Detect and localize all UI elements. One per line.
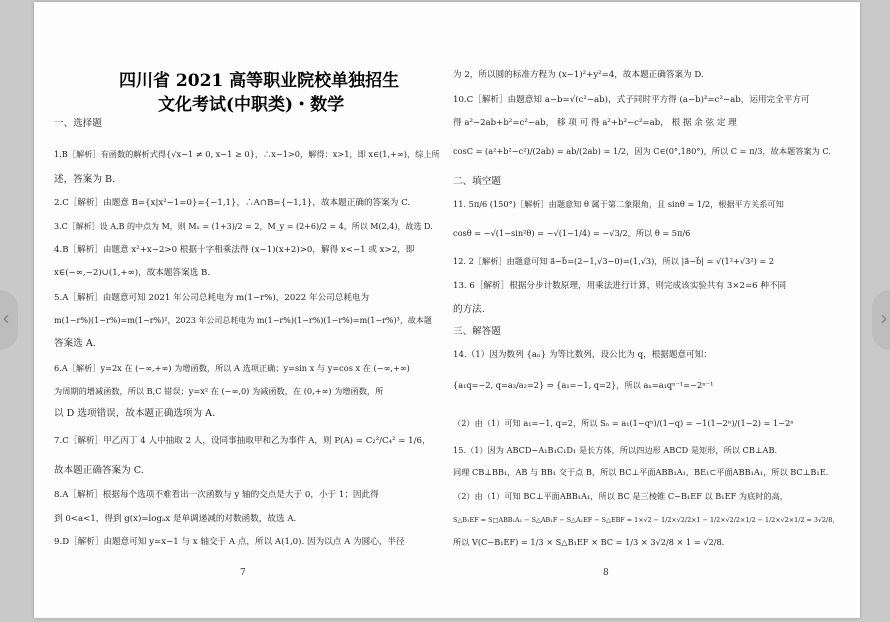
next-page-label[interactable]: › [880,306,888,330]
section-heading-choice: 一、选择题 [54,118,102,129]
answer-q15-line3: （2）由（1）可知 BC⊥平面ABB₁A₁，所以 BC 是三棱锥 C−B₁EF 以 B₁EF 为底时的高， [453,491,788,501]
answer-q8-line1: 8.A［解析］根据每个选项不难看出一次函数与 y 轴的交点是大于 0，小于 1；因此得 [54,490,379,500]
answer-q15-line1: 15.（1）因为 ABCD−A₁B₁C₁D₁ 是长方体，所以四边形 ABCD 是矩形，所以 CB⊥AB. [453,445,778,455]
answer-q1-line1: 1.B［解析］有函数的解析式得{√x−1 ≠ 0, x−1 ≥ 0}，∴x−1>0，解得：x>1，即 x∈(1,+∞)，综上所 [54,149,440,159]
prev-page-label[interactable]: ‹ [2,306,10,330]
answer-q9-line2: 为 2，所以圆的标准方程为 (x−1)²+y²=4，故本题正确答案为 D. [453,70,704,80]
answer-q5-line3: 答案选 A. [54,338,96,349]
answer-q15-line5: 所以 V(C−B₁EF) = 1/3 × S△B₁EF × BC = 1/3 × 3√2/8 × 1 = √2/8. [453,537,725,547]
answer-q5-line1: 5.A［解析］由题意可知 2021 年公司总耗电为 m(1−r%)，2022 年公司总耗电为 [54,293,370,303]
page-title-line2: 文化考试(中职类)・数学 [158,95,345,115]
answer-q14-part2: （2）由（1）可知 a₁=−1, q=2，所以 Sₙ = a₁(1−qⁿ)/(1−q) = −1(1−2ⁿ)/(1−2) = 1−2ⁿ [453,418,794,428]
page-number-right: 8 [603,568,609,578]
answer-q4-line1: 4.B［解析］由题意 x²+x−2>0 根据十字相乘法得 (x−1)(x+2)>0，解得 x<−1 或 x>2，即 [54,245,415,255]
answer-q8-line2: 到 0<a<1，得到 g(x)=logₐx 是单调递减的对数函数，故选 A. [54,514,297,524]
answer-q3: 3.C［解析］设 A,B 的中点为 M，则 Mₓ = (1+3)/2 = 2，M_y = (2+6)/2 = 4，所以 M(2,4)，故选 D. [54,222,433,231]
answer-q15-line4: S△B₁EF = S□ABB₁A₁ − S△AB₁F − S△A₁EF − S△EBF = 1×√2 − 1/2×√2/2×1 − 1/2×√2/2×1/2 − 1/2×√2×1/2 = 3√2/8， [453,516,839,524]
answer-q13-line1: 13. 6［解析］根据分步计数原理，用乘法进行计算，则完成该实验共有 3×2=6 种不同 [453,281,787,291]
answer-q6-line3: 以 D 选项错误，故本题正确选项为 A. [54,408,216,419]
document-spread [34,2,860,618]
answer-q10-line3: cosC = (a²+b²−c²)/(2ab) = ab/(2ab) = 1/2，因为 C∈(0°,180°)，所以 C = π/3，故本题答案为 C. [453,146,831,156]
answer-q10-line2: 得 a²−2ab+b²=c²−ab， 移 项 可 得 a²+b²−c²=ab， 根 据 余 弦 定 理 [453,118,737,128]
section-heading-solution: 三、解答题 [453,326,501,337]
answer-q4-line2: x∈(−∞,−2)∪(1,+∞)，故本题答案选 B. [54,268,211,278]
answer-q11-line2: cosθ = −√(1−sin²θ) = −√(1−1/4) = −√3/2，所以 θ = 5π/6 [453,228,691,238]
answer-q5-line2: m(1−r%)(1−r%)=m(1−r%)²，2023 年公司总耗电为 m(1−r%)(1−r%)(1−r%)=m(1−r%)³，故本题 [54,316,432,325]
section-heading-fill: 二、填空题 [453,176,501,187]
answer-q14-system: {a₁q=−2, q=a₃/a₂=2} ⇒ {a₁=−1, q=2}，所以 aₙ=a₁qⁿ⁻¹=−2ⁿ⁻¹ [453,380,714,390]
answer-q14-line1: 14.（1）因为数列 {aₙ} 为等比数列，设公比为 q，根据题意可知： [453,350,712,360]
answer-q10-line1: 10.C［解析］由题意知 a−b=√(c²−ab)，式子同时平方得 (a−b)²=c²−ab，运用完全平方可 [453,95,810,105]
answer-q6-line1: 6.A［解析］y=2x 在 (−∞,+∞) 为增函数，所以 A 选项正确；y=sin x 与 y=cos x 在 (−∞,+∞) [54,363,410,373]
answer-q6-line2: 为周期的增减函数，所以 B,C 错误；y=x² 在 (−∞,0) 为减函数，在 (0,+∞) 为增函数，所 [54,386,384,396]
page-number-left: 7 [240,568,246,578]
answer-q15-line2: 同理 CB⊥BB₁，AB 与 BB₁ 交于点 B，所以 BC⊥平面ABB₁A₁，BE₁⊂平面ABB₁A₁，所以 BC⊥B₁E. [453,467,829,477]
answer-q9-line1: 9.D［解析］由题意可知 y=x−1 与 x 轴交于 A 点，所以 A(1,0). 因为以点 A 为圆心，半径 [54,537,405,547]
answer-q11-line1: 11. 5π/6 (150°)［解析］由题意知 θ 属于第二象限角，且 sinθ = 1/2，根据平方关系可知 [453,199,784,209]
answer-q7-line2: 故本题正确答案为 C. [54,465,144,476]
answer-q2: 2.C［解析］由题意 B={x|x²−1=0}={−1,1}，∴A∩B={−1,1}，故本题正确的答案为 C. [54,198,411,208]
answer-q12: 12. 2［解析］由题意可知 a⃗−b⃗=(2−1,√3−0)=(1,√3)，所以 |a⃗−b⃗| = √(1²+√3²) = 2 [453,256,775,266]
answer-q13-line2: 的方法. [453,304,485,315]
page-title-line1: 四川省 2021 高等职业院校单独招生 [119,71,400,91]
answer-q7-line1: 7.C［解析］甲乙丙丁 4 人中抽取 2 人，设同事抽取甲和乙为事件 A，则 P(A) = C₂²/C₄² = 1/6， [54,436,431,446]
answer-q1-line2: 述，答案为 B. [54,174,116,185]
